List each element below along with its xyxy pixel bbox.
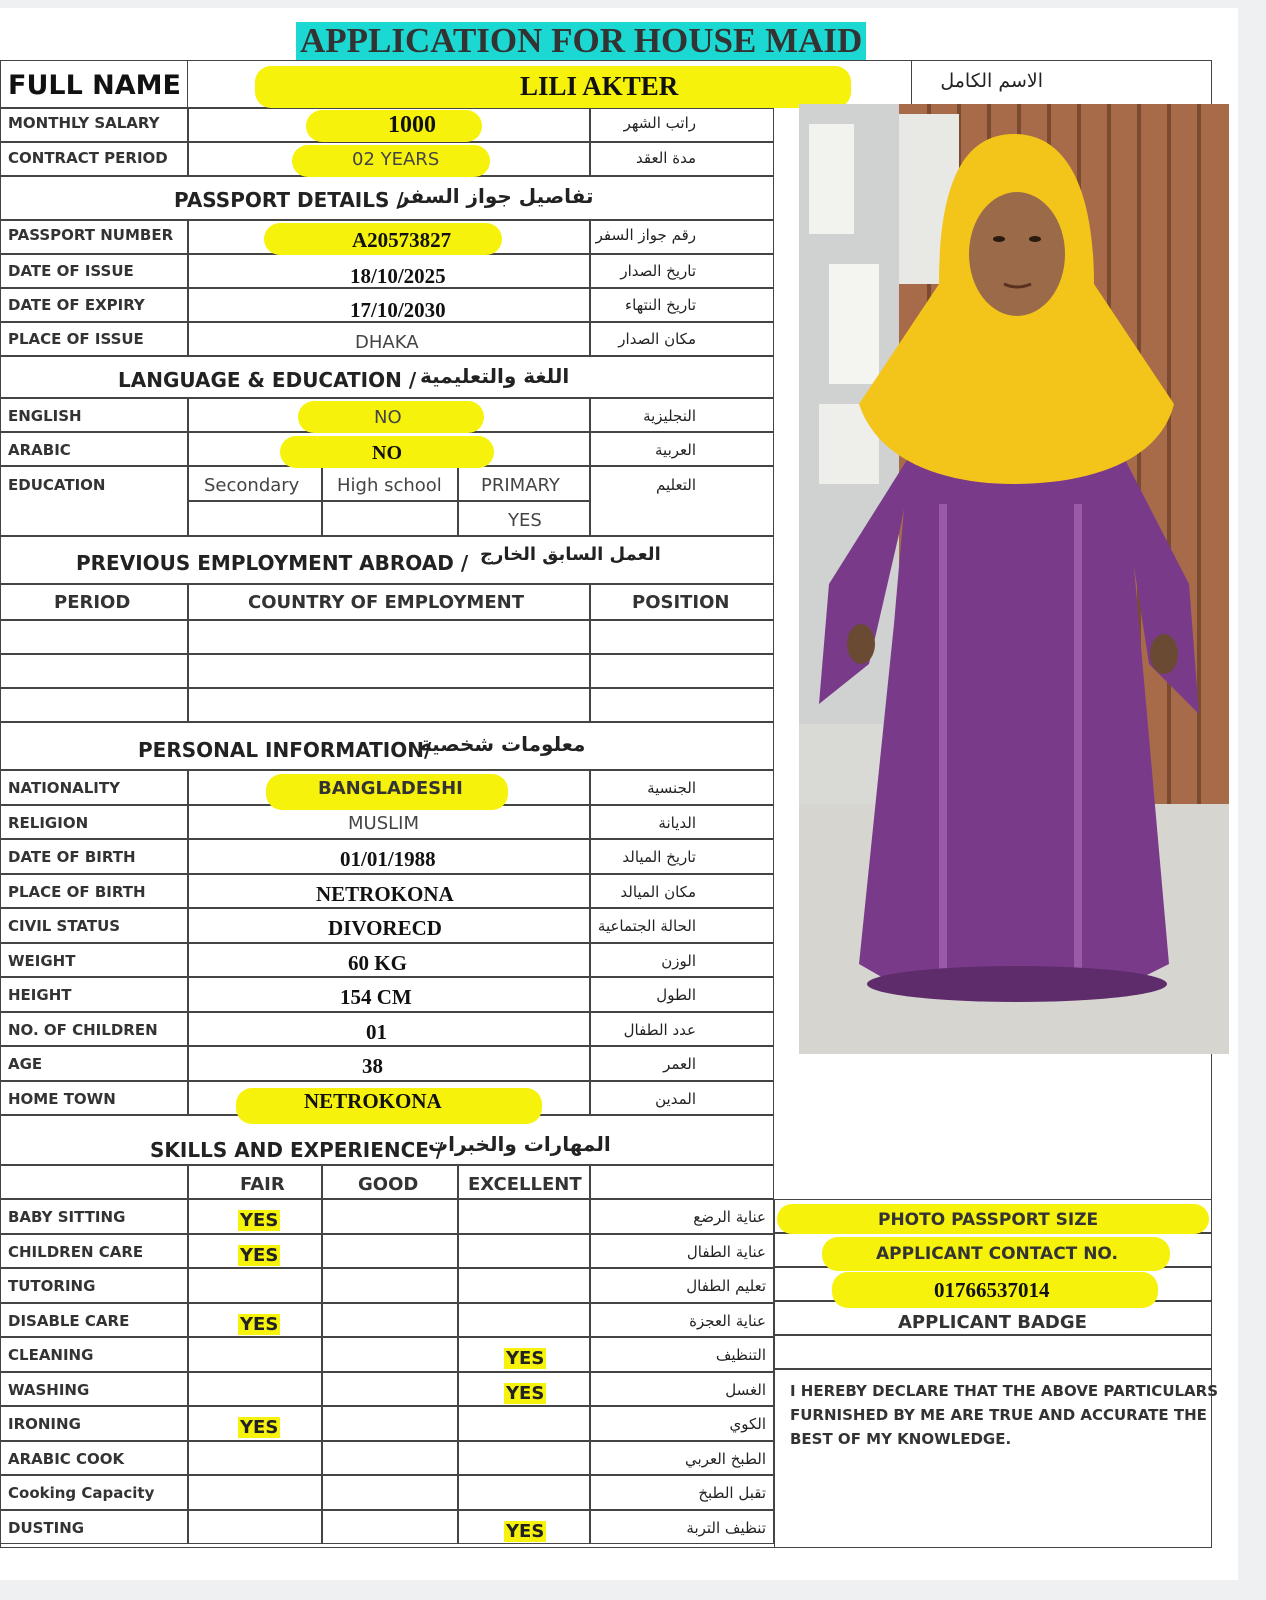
edu-option: PRIMARY [481,475,560,496]
applicant-photo [799,104,1229,1054]
skill-mark-yes: YES [240,1313,279,1335]
personal-row-label: WEIGHT [8,951,76,970]
skill-good-cell [322,1372,458,1407]
skill-good-cell [322,1199,458,1234]
skill-label: BABY SITTING [8,1208,126,1226]
edu-selected: YES [508,510,542,531]
skill-fair-cell [188,1337,322,1372]
personal-row-label: AGE [8,1055,43,1073]
skills-col: GOOD [358,1174,419,1195]
personal-row-label: HEIGHT [8,986,72,1004]
personal-row-label: DATE OF BIRTH [8,848,136,866]
skill-label-ar: الكوي [729,1415,766,1433]
education-label-ar: التعليم [656,476,696,494]
salary-label-ar: راتب الشهر [623,114,696,132]
skill-exc-cell [458,1268,590,1303]
edu-val-1 [322,501,458,536]
passport-row-label-ar: تاريخ الصدار [620,262,696,280]
english-value: NO [374,407,402,428]
emp-c1 [188,688,590,722]
skills-heading: SKILLS AND EXPERIENCE / [150,1138,444,1162]
personal-row-8-value-cell [188,1046,590,1081]
skill-good-cell [322,1475,458,1510]
personal-heading-ar: معلومات شخصية [420,732,586,756]
personal-row-label: NO. OF CHILDREN [8,1020,158,1039]
skill-fair-cell [188,1441,322,1476]
passport-row-label-ar: تاريخ النتهاء [625,296,696,314]
emp-c1 [188,654,590,688]
personal-row-value: DIVORECD [328,916,442,940]
personal-row-7-value-cell [188,1012,590,1047]
passport-row-label-ar: رقم جواز السفر [595,226,696,244]
personal-row-value: 01 [366,1019,387,1044]
form-title: APPLICATION FOR HOUSE MAID [296,22,866,60]
skill-good-cell [322,1406,458,1441]
contact-value: 01766537014 [934,1278,1050,1302]
passport-heading: PASSPORT DETAILS / [174,188,404,212]
edu-val-0 [188,501,322,536]
skill-label-ar: الغسل [725,1380,766,1399]
skill-good-cell [322,1268,458,1303]
employment-col: COUNTRY OF EMPLOYMENT [248,592,524,613]
skill-label: WASHING [8,1380,90,1399]
personal-row-label-ar: المدين [655,1089,696,1108]
personal-row-value: 154 CM [340,985,412,1009]
badge-label: APPLICANT BADGE [898,1312,1087,1333]
skill-exc-cell [458,1199,590,1234]
skill-mark-yes: YES [506,1520,545,1542]
skill-label: IRONING [8,1415,81,1433]
skills-col-ar [590,1165,774,1199]
personal-row-label-ar: الطول [656,986,696,1004]
personal-row-value: NETROKONA [316,881,454,906]
personal-row-value: 60 KG [348,950,407,975]
employment-col: PERIOD [54,592,131,613]
skill-fair-cell [188,1372,322,1407]
emp-c0 [0,688,188,722]
personal-row-label: HOME TOWN [8,1089,116,1108]
skill-fair-cell [188,1268,322,1303]
skill-mark-yes: YES [506,1348,545,1369]
skill-exc-cell [458,1234,590,1269]
full-name-value: LILI AKTER [520,71,679,101]
skill-fair-cell [188,1475,322,1510]
passport-row-label: DATE OF ISSUE [8,262,134,280]
skill-label-ar: عناية الطفال [686,1242,766,1261]
employment-heading: PREVIOUS EMPLOYMENT ABROAD / [76,551,469,575]
skill-label-ar: تقبل الطبخ [698,1484,766,1502]
personal-row-label: CIVIL STATUS [8,917,121,935]
employment-col: POSITION [632,592,730,613]
skill-mark-yes: YES [506,1382,545,1404]
skill-good-cell [322,1441,458,1476]
personal-row-value: NETROKONA [304,1088,442,1113]
skills-col-blank [0,1165,188,1199]
personal-row-label-ar: الديانة [658,813,696,832]
passport-row-value: 18/10/2025 [350,264,446,288]
personal-row-label-ar: الحالة الجتماعية [597,917,696,935]
skill-label: DISABLE CARE [8,1311,130,1330]
skill-label-ar: عناية الرضع [693,1208,766,1226]
edu-option: Secondary [204,475,300,496]
emp-c2 [590,654,774,688]
skill-exc-cell [458,1406,590,1441]
personal-row-label-ar: مكان الميالد [620,882,696,901]
contract-label-ar: مدة العقد [636,149,696,167]
contract-value: 02 YEARS [352,149,440,170]
declaration-text: I HEREBY DECLARE THAT THE ABOVE PARTICULARS FURNISHED BY ME ARE TRUE AND ACCURATE THE BEST OF MY KNOWLEDGE. [790,1382,1219,1448]
passport-row-label: PASSPORT NUMBER [8,226,174,244]
emp-c1 [188,620,590,654]
skill-exc-cell [458,1441,590,1476]
emp-c0 [0,654,188,688]
skill-label: CLEANING [8,1346,94,1364]
skill-good-cell [322,1303,458,1338]
skill-good-cell [322,1510,458,1545]
employment-heading-ar: العمل السابق الخارج [480,544,661,565]
passport-row-label: DATE OF EXPIRY [8,296,145,314]
skill-label: CHILDREN CARE [8,1242,144,1261]
skills-col: FAIR [240,1174,285,1195]
skill-mark-yes: YES [240,1244,279,1266]
emp-c0 [0,620,188,654]
salary-value: 1000 [388,112,436,138]
personal-row-label-ar: عدد الطفال [623,1020,696,1039]
edu-option: High school [337,475,442,496]
personal-row-value: 38 [362,1054,383,1078]
application-form [0,8,1238,1580]
personal-heading: PERSONAL INFORMATION/ [138,738,432,762]
skill-mark-yes: YES [240,1210,279,1231]
skill-label-ar: تنظيف التربة [686,1518,766,1537]
arabic-label: ARABIC [8,441,71,459]
language-heading-ar: اللغة والتعليمية [420,364,570,388]
emp-c2 [590,620,774,654]
english-label-ar: النجليزية [643,407,696,425]
skill-good-cell [322,1337,458,1372]
full-name-label-ar: الاسم الكامل [940,70,1043,92]
passport-row-label: PLACE OF ISSUE [8,330,144,348]
skill-label: DUSTING [8,1518,85,1537]
skill-mark-yes: YES [240,1417,279,1438]
skill-good-cell [322,1234,458,1269]
personal-row-label-ar: العمر [663,1055,696,1073]
photo-label: PHOTO PASSPORT SIZE [878,1210,1099,1230]
skills-heading-ar: المهارات والخبرات [428,1132,611,1156]
personal-row-value: 01/01/1988 [340,847,436,871]
education-label: EDUCATION [8,476,106,494]
personal-row-label-ar: الجنسية [647,779,696,797]
emp-c2 [590,688,774,722]
personal-row-label: RELIGION [8,813,89,832]
skill-label-ar: عناية العجزة [689,1311,766,1330]
skill-exc-cell [458,1303,590,1338]
personal-row-label: PLACE OF BIRTH [8,882,146,901]
arabic-label-ar: العربية [655,441,696,459]
passport-row-label-ar: مكان الصدار [618,330,696,348]
salary-label: MONTHLY SALARY [8,114,160,132]
personal-row-value: BANGLADESHI [318,778,463,799]
blank-right-cell [774,1335,1212,1369]
skills-col: EXCELLENT [468,1174,582,1195]
skill-exc-cell [458,1475,590,1510]
personal-row-value: MUSLIM [348,812,419,834]
arabic-value: NO [372,442,402,464]
english-label: ENGLISH [8,407,82,425]
full-name-label: FULL NAME [8,70,181,101]
skill-label: Cooking Capacity [8,1484,155,1502]
passport-heading-ar: تفاصيل جواز السفر [398,184,594,208]
skill-label-ar: الطبخ العربي [685,1449,766,1468]
personal-row-label-ar: الوزن [661,951,696,970]
language-heading: LANGUAGE & EDUCATION / [118,368,417,392]
passport-row-value: A20573827 [352,228,452,252]
skill-label: ARABIC COOK [8,1449,125,1468]
passport-row-value: 17/10/2030 [350,298,446,322]
personal-row-label: NATIONALITY [8,779,120,797]
skill-label-ar: تعليم الطفال [686,1277,766,1295]
skill-fair-cell [188,1510,322,1545]
skill-label: TUTORING [8,1277,96,1295]
passport-row-value: DHAKA [355,332,419,353]
contract-label: CONTRACT PERIOD [8,149,168,167]
skill-label-ar: التنظيف [715,1346,766,1364]
personal-row-label-ar: تاريخ الميالد [622,848,696,866]
contact-label: APPLICANT CONTACT NO. [876,1244,1118,1264]
